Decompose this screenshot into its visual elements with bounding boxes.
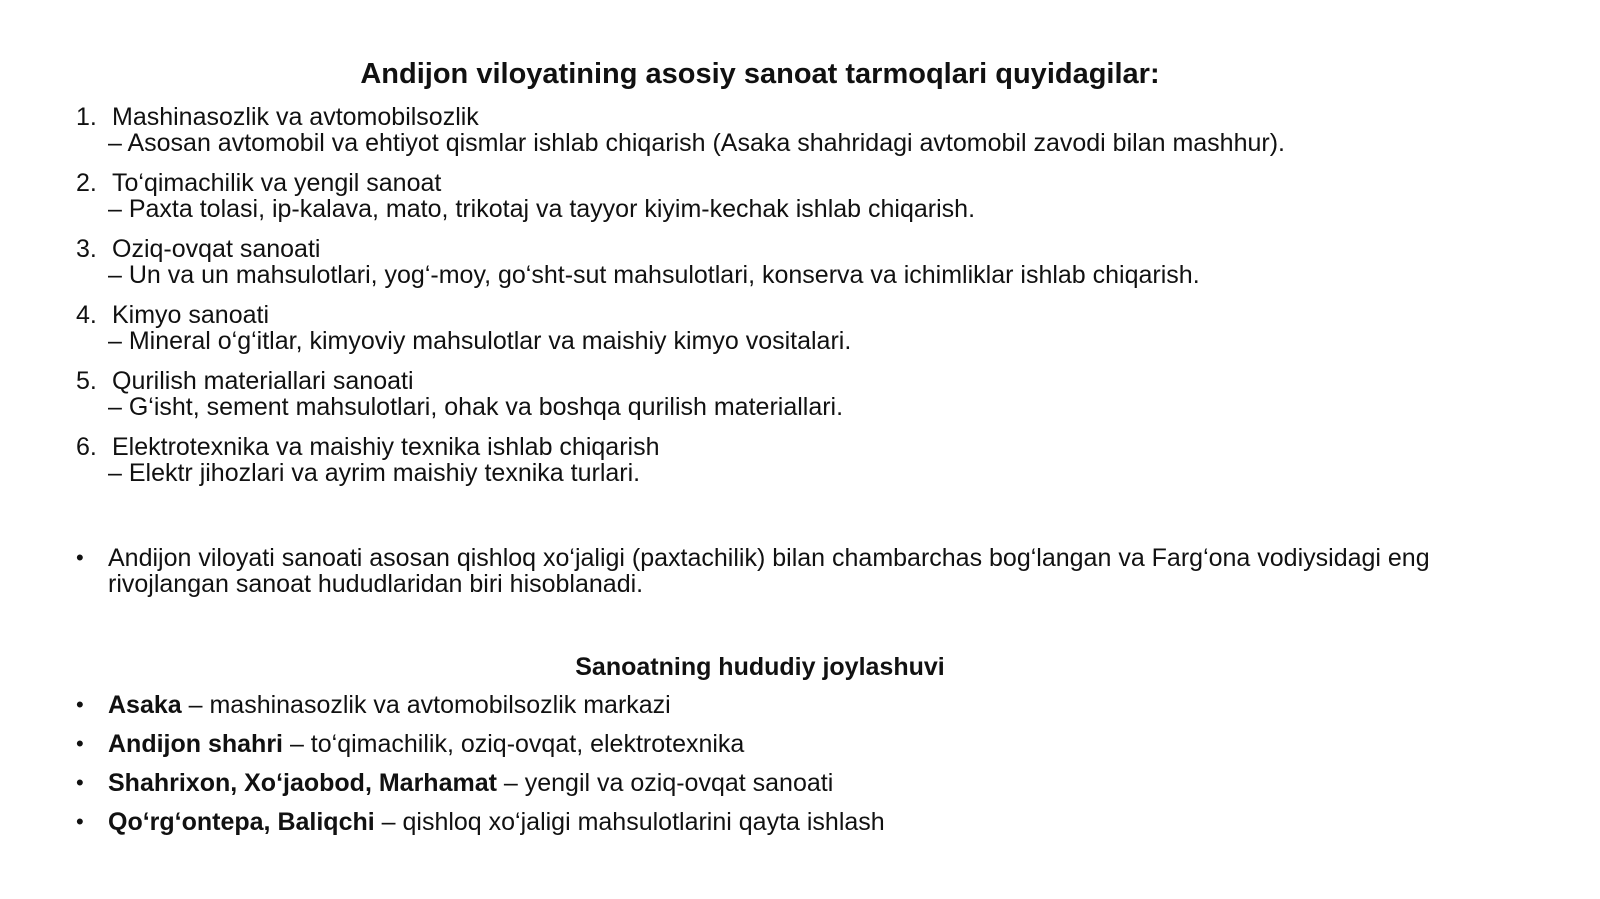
location-item <box>76 768 1476 807</box>
summary-text: Andijon viloyati sanoati asosan qishloq xo‘jaligi (paxtachilik) bilan chambarchas bog‘langan va Farg‘ona vodiysidagi eng rivojlangan sanoat hududlaridan biri hisoblanadi. <box>108 544 1430 598</box>
location-content <box>108 690 671 720</box>
location-item <box>76 729 1476 768</box>
item-description: – Un va un mahsulotlari, yog‘-moy, go‘sht-sut mahsulotlari, konserva va ichimliklar ishlab chiqarish. <box>108 261 1200 289</box>
location-item <box>76 807 1476 846</box>
item-heading: Kimyo sanoati <box>112 301 270 329</box>
industry-item-6 <box>76 434 1536 500</box>
bullet-icon: • <box>76 692 84 717</box>
bullet-icon: • <box>76 545 84 570</box>
location-content <box>108 729 744 759</box>
item-heading: Elektrotexnika va maishiy texnika ishlab chiqarish <box>112 433 660 461</box>
location-desc: – mashinasozlik va avtomobilsozlik markazi <box>181 691 671 719</box>
item-description: – Paxta tolasi, ip-kalava, mato, trikotaj va tayyor kiyim-kechak ishlab chiqarish. <box>108 195 976 223</box>
location-desc: – yengil va oziq-ovqat sanoati <box>496 769 834 797</box>
item-number: 3. <box>76 235 97 263</box>
slide-title: Andijon viloyatining asosiy sanoat tarmoqlari quyidagilar: <box>360 58 1160 90</box>
location-desc: – qishloq xo‘jaligi mahsulotlarini qayta ishlash <box>374 808 885 836</box>
summary-note <box>76 545 1456 597</box>
item-heading: Mashinasozlik va avtomobilsozlik <box>112 103 479 131</box>
item-description: – Elektr jihozlari va ayrim maishiy texnika turlari. <box>108 459 641 487</box>
item-number: 5. <box>76 367 97 395</box>
item-number: 1. <box>76 103 97 131</box>
location-place: Shahrixon, Xo‘jaobod, Marhamat <box>108 769 497 797</box>
bullet-icon: • <box>76 809 84 834</box>
industry-item-4 <box>76 302 1536 368</box>
item-description: – Mineral o‘g‘itlar, kimyoviy mahsulotlar va maishiy kimyo vositalari. <box>108 327 852 355</box>
industry-item-3 <box>76 236 1536 302</box>
item-description: – G‘isht, sement mahsulotlari, ohak va boshqa qurilish materiallari. <box>108 393 844 421</box>
location-item <box>76 690 1476 729</box>
industry-item-2 <box>76 170 1536 236</box>
item-number: 2. <box>76 169 97 197</box>
location-content <box>108 768 833 798</box>
location-desc: – to‘qimachilik, oziq-ovqat, elektrotexnika <box>283 730 745 758</box>
industry-item-1 <box>76 104 1536 170</box>
bullet-icon: • <box>76 770 84 795</box>
item-heading: To‘qimachilik va yengil sanoat <box>112 169 442 197</box>
bullet-icon: • <box>76 731 84 756</box>
location-place: Asaka <box>108 691 182 719</box>
location-place: Andijon shahri <box>108 730 283 758</box>
location-place: Qo‘rg‘ontepa, Baliqchi <box>108 808 375 836</box>
item-heading: Oziq-ovqat sanoati <box>112 235 321 263</box>
item-description: – Asosan avtomobil va ehtiyot qismlar ishlab chiqarish (Asaka shahridagi avtomobil zavodi bilan mashhur). <box>108 129 1285 157</box>
section-subtitle: Sanoatning hududiy joylashuvi <box>575 653 945 681</box>
item-number: 4. <box>76 301 97 329</box>
industry-item-5 <box>76 368 1536 434</box>
industries-list <box>76 104 1536 500</box>
item-number: 6. <box>76 433 97 461</box>
location-content <box>108 807 885 837</box>
locations-list <box>76 690 1476 846</box>
item-heading: Qurilish materiallari sanoati <box>112 367 414 395</box>
